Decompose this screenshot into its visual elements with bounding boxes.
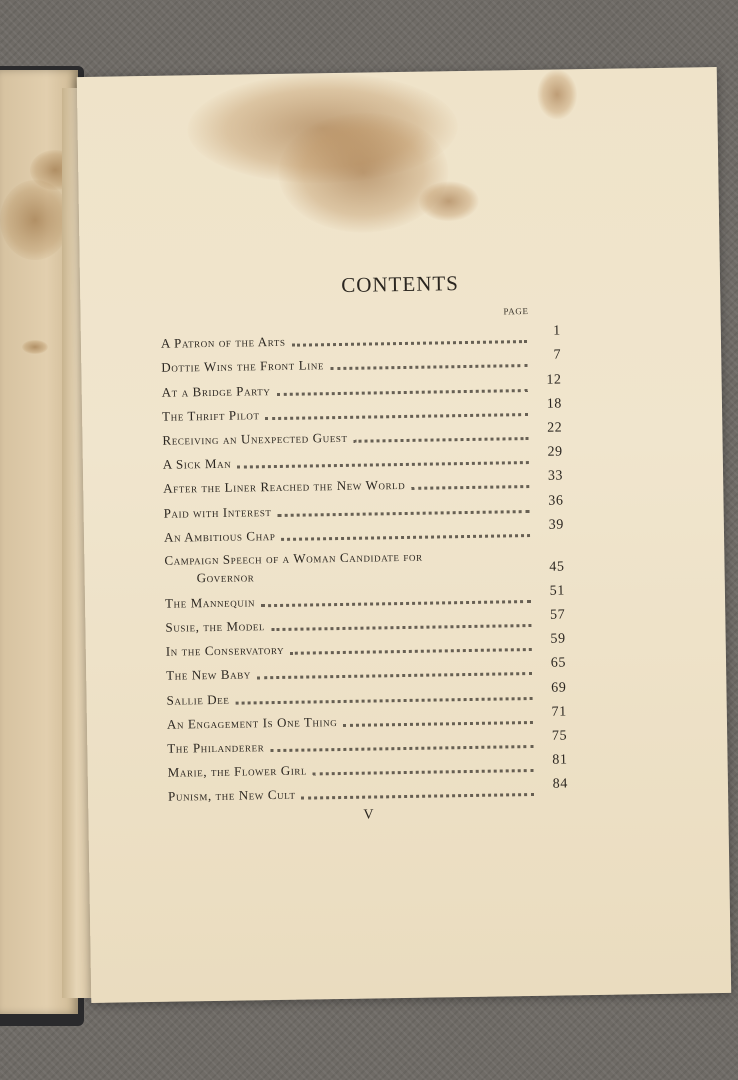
- stain: [537, 69, 578, 120]
- dot-leader: [411, 484, 529, 490]
- stain: [277, 111, 449, 234]
- toc-entry: [164, 539, 565, 587]
- toc-entry-title-line2: Governor: [196, 569, 255, 585]
- toc-entry-page: 29: [547, 444, 563, 460]
- toc-entry-title: A Sick Man: [162, 455, 232, 472]
- toc-entry-title: The New Baby: [166, 666, 251, 684]
- dot-leader: [313, 768, 534, 775]
- toc-entry-title: A Patron of the Arts: [160, 334, 286, 351]
- stain: [0, 180, 70, 260]
- toc-entry-title: The Philanderer: [167, 739, 265, 756]
- toc-entry-title: Receiving an Unexpected Guest: [162, 429, 348, 448]
- toc-entry-page: 45: [549, 559, 565, 575]
- toc-entry-page: 39: [548, 517, 564, 533]
- toc-entry-title: Paid with Interest: [163, 503, 272, 521]
- toc-entry-title: At a Bridge Party: [161, 382, 271, 400]
- toc-entry-page: 81: [552, 752, 568, 768]
- page-folio: V: [363, 807, 375, 823]
- toc-entry-title: Punism, the New Cult: [167, 787, 296, 805]
- toc-entry: [168, 775, 568, 805]
- toc-entry-page: 84: [552, 776, 569, 793]
- toc-entry-title: An Ambitious Chap: [163, 527, 276, 545]
- page-title: CONTENTS: [341, 271, 460, 297]
- toc-entry-title: Susie, the Model: [165, 618, 266, 635]
- toc-entry-title: The Mannequin: [164, 594, 256, 611]
- toc-entry-title: Dottie Wins the Front Line: [161, 357, 325, 376]
- toc-entry-title: An Engagement Is One Thing: [166, 713, 338, 732]
- toc-entry-title: [164, 546, 525, 588]
- table-of-contents: [161, 322, 568, 806]
- toc-entry-page: 59: [550, 631, 566, 647]
- toc-entry-page: 69: [551, 680, 567, 696]
- toc-entry-page: 71: [551, 704, 567, 720]
- toc-entry-title: In the Conservatory: [165, 642, 285, 660]
- toc-entry-page: 33: [547, 468, 564, 485]
- dot-leader: [343, 720, 533, 727]
- toc-entry-title: Marie, the Flower Girl: [167, 762, 308, 780]
- contents-page: [77, 67, 731, 1003]
- toc-entry-page: 7: [553, 347, 562, 364]
- stain: [22, 340, 48, 354]
- stain: [418, 181, 479, 222]
- toc-entry-page: 75: [551, 728, 568, 744]
- toc-entry-page: 22: [547, 420, 563, 436]
- toc-entry-page: 1: [553, 323, 561, 339]
- toc-entry-page: 57: [549, 607, 566, 623]
- toc-entry-title-line1: Campaign Speech of a Woman Candidate for: [164, 548, 423, 568]
- dot-leader: [330, 363, 527, 370]
- toc-entry-title: Sallie Dee: [166, 691, 230, 708]
- toc-entry-page: 65: [550, 655, 567, 672]
- page-column-label: PAGE: [503, 306, 529, 317]
- toc-entry-title: The Thrift Pilot: [161, 407, 260, 424]
- toc-entry-page: 12: [546, 372, 562, 388]
- dot-leader: [292, 339, 527, 347]
- dot-leader: [302, 792, 535, 800]
- toc-entry-page: 18: [546, 396, 563, 412]
- dot-leader: [354, 436, 529, 443]
- toc-entry-title: After the Liner Reached the New World: [163, 477, 406, 497]
- toc-entry-page: 36: [548, 492, 564, 509]
- toc-entry-page: 51: [549, 583, 566, 599]
